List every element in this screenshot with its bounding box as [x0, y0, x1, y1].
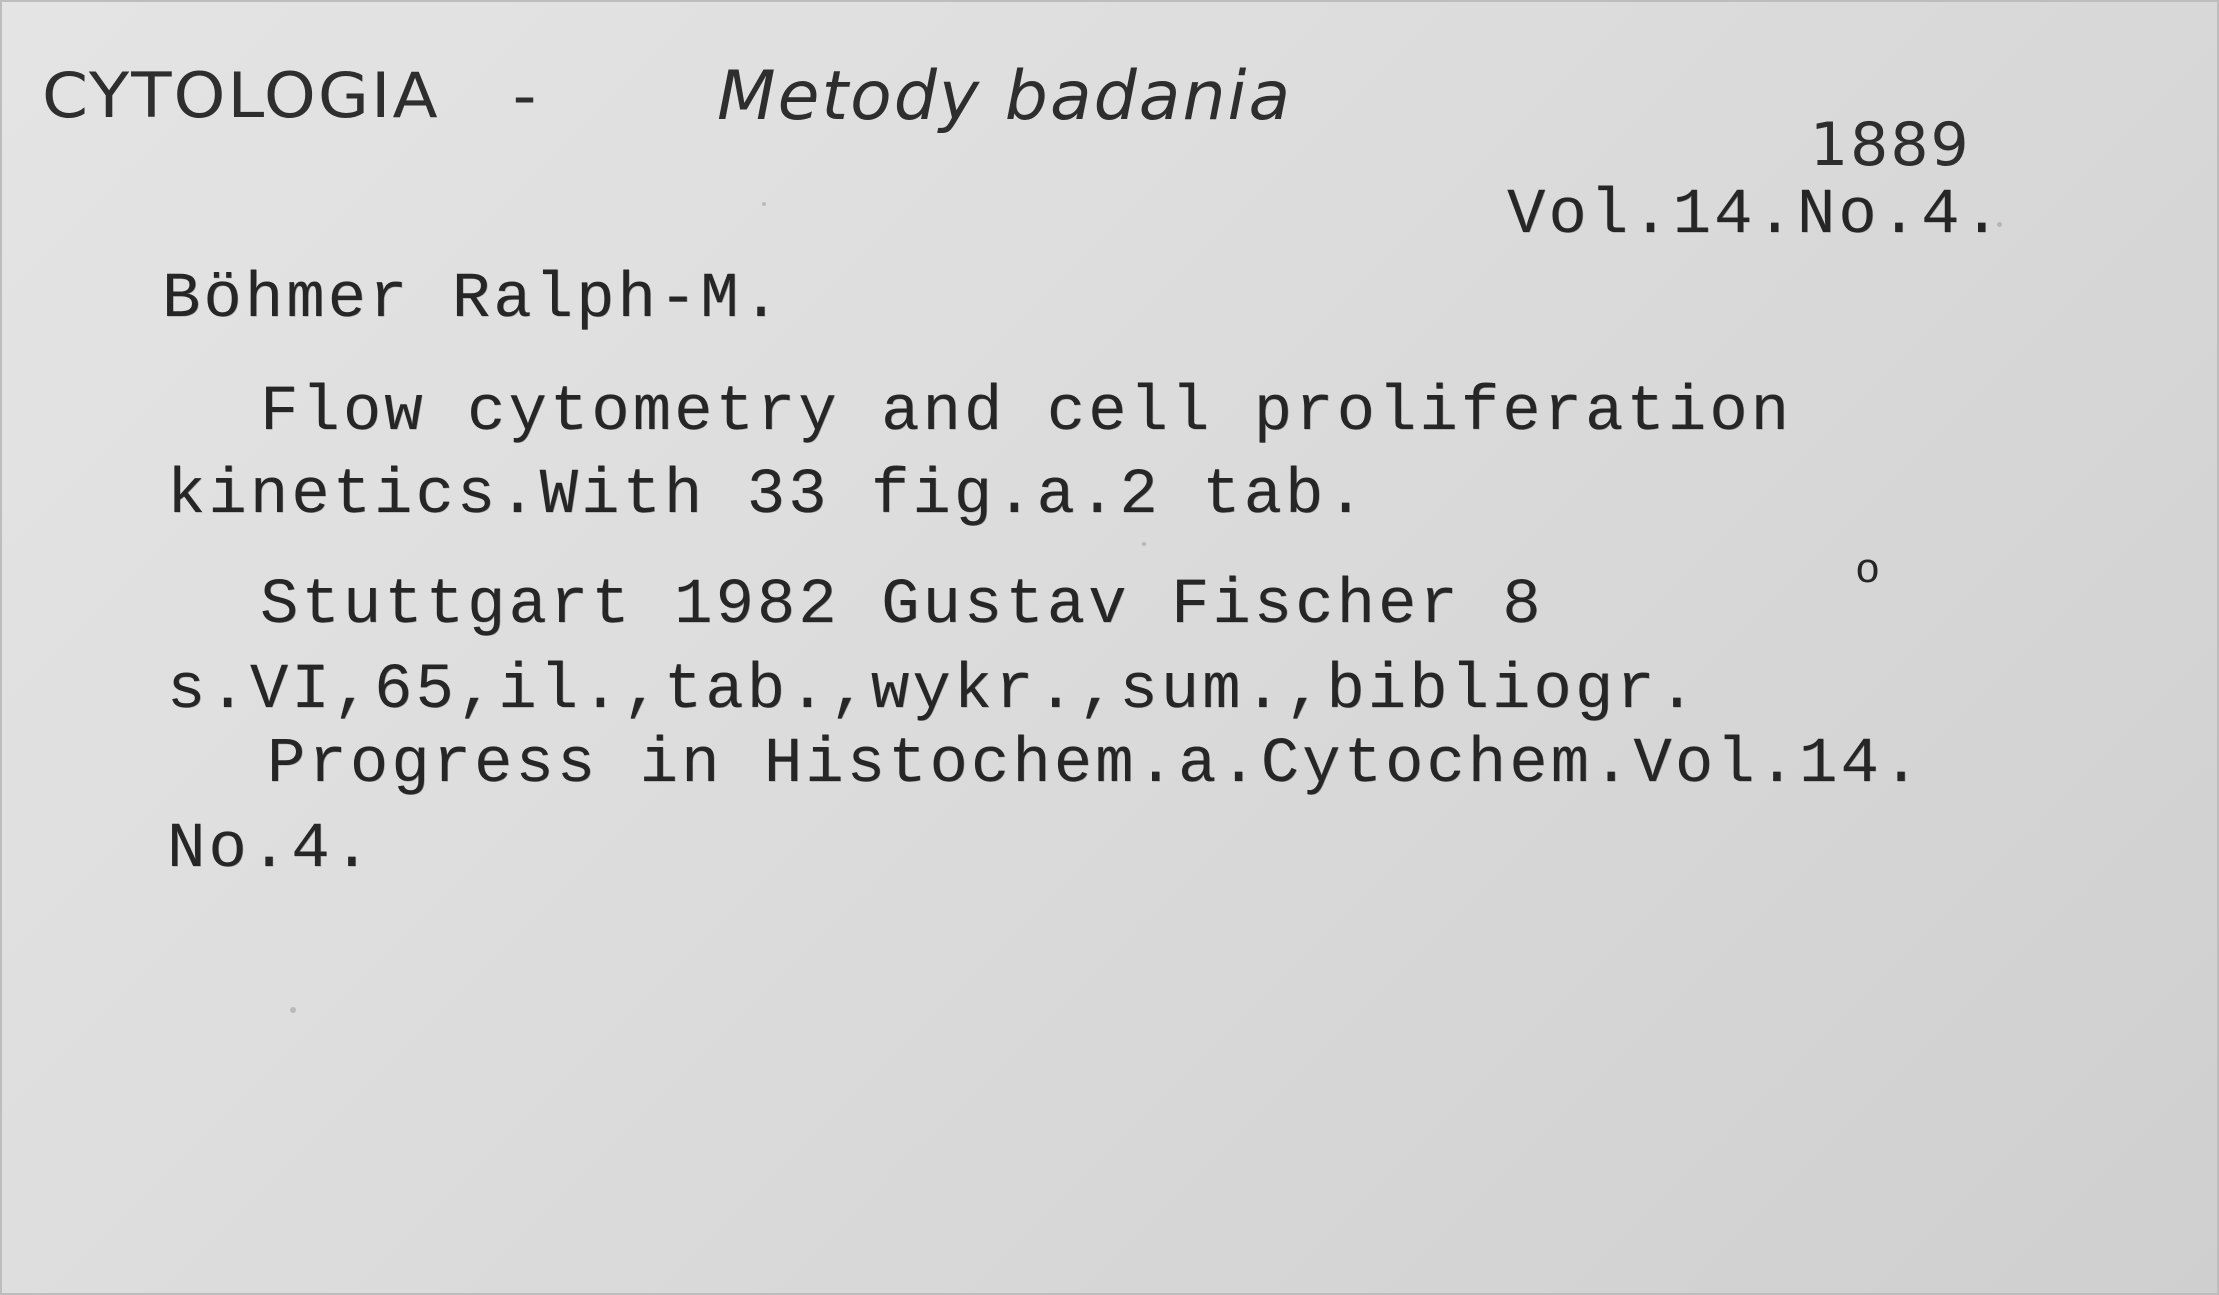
- subject-heading-text: CYTOLOGIA: [42, 58, 440, 133]
- imprint-line-1: Stuttgart 1982 Gustav Fischer 8: [260, 570, 1544, 642]
- imprint-line-2: s.VI,65,il.,tab.,wykr.,sum.,bibliogr.: [167, 655, 1700, 727]
- year-annotation: 1889: [1810, 110, 1971, 180]
- title-line-2: kinetics.With 33 fig.a.2 tab.: [167, 460, 1368, 532]
- format-superscript: o: [1855, 547, 1881, 595]
- subject-subheading: Metody badania: [717, 57, 1293, 136]
- series-line-2: No.4.: [167, 814, 375, 886]
- paper-speck: [762, 202, 766, 206]
- title-line-1: Flow cytometry and cell proliferation: [260, 377, 1793, 449]
- series-line-1: Progress in Histochem.a.Cytochem.Vol.14.: [267, 729, 1924, 801]
- subject-separator: -: [512, 58, 539, 133]
- paper-speck: [290, 1007, 296, 1013]
- author: Böhmer Ralph-M.: [162, 264, 784, 336]
- volume-number: Vol.14.No.4.: [1507, 180, 2004, 252]
- paper-speck: [1142, 542, 1146, 546]
- subject-heading: [42, 59, 538, 132]
